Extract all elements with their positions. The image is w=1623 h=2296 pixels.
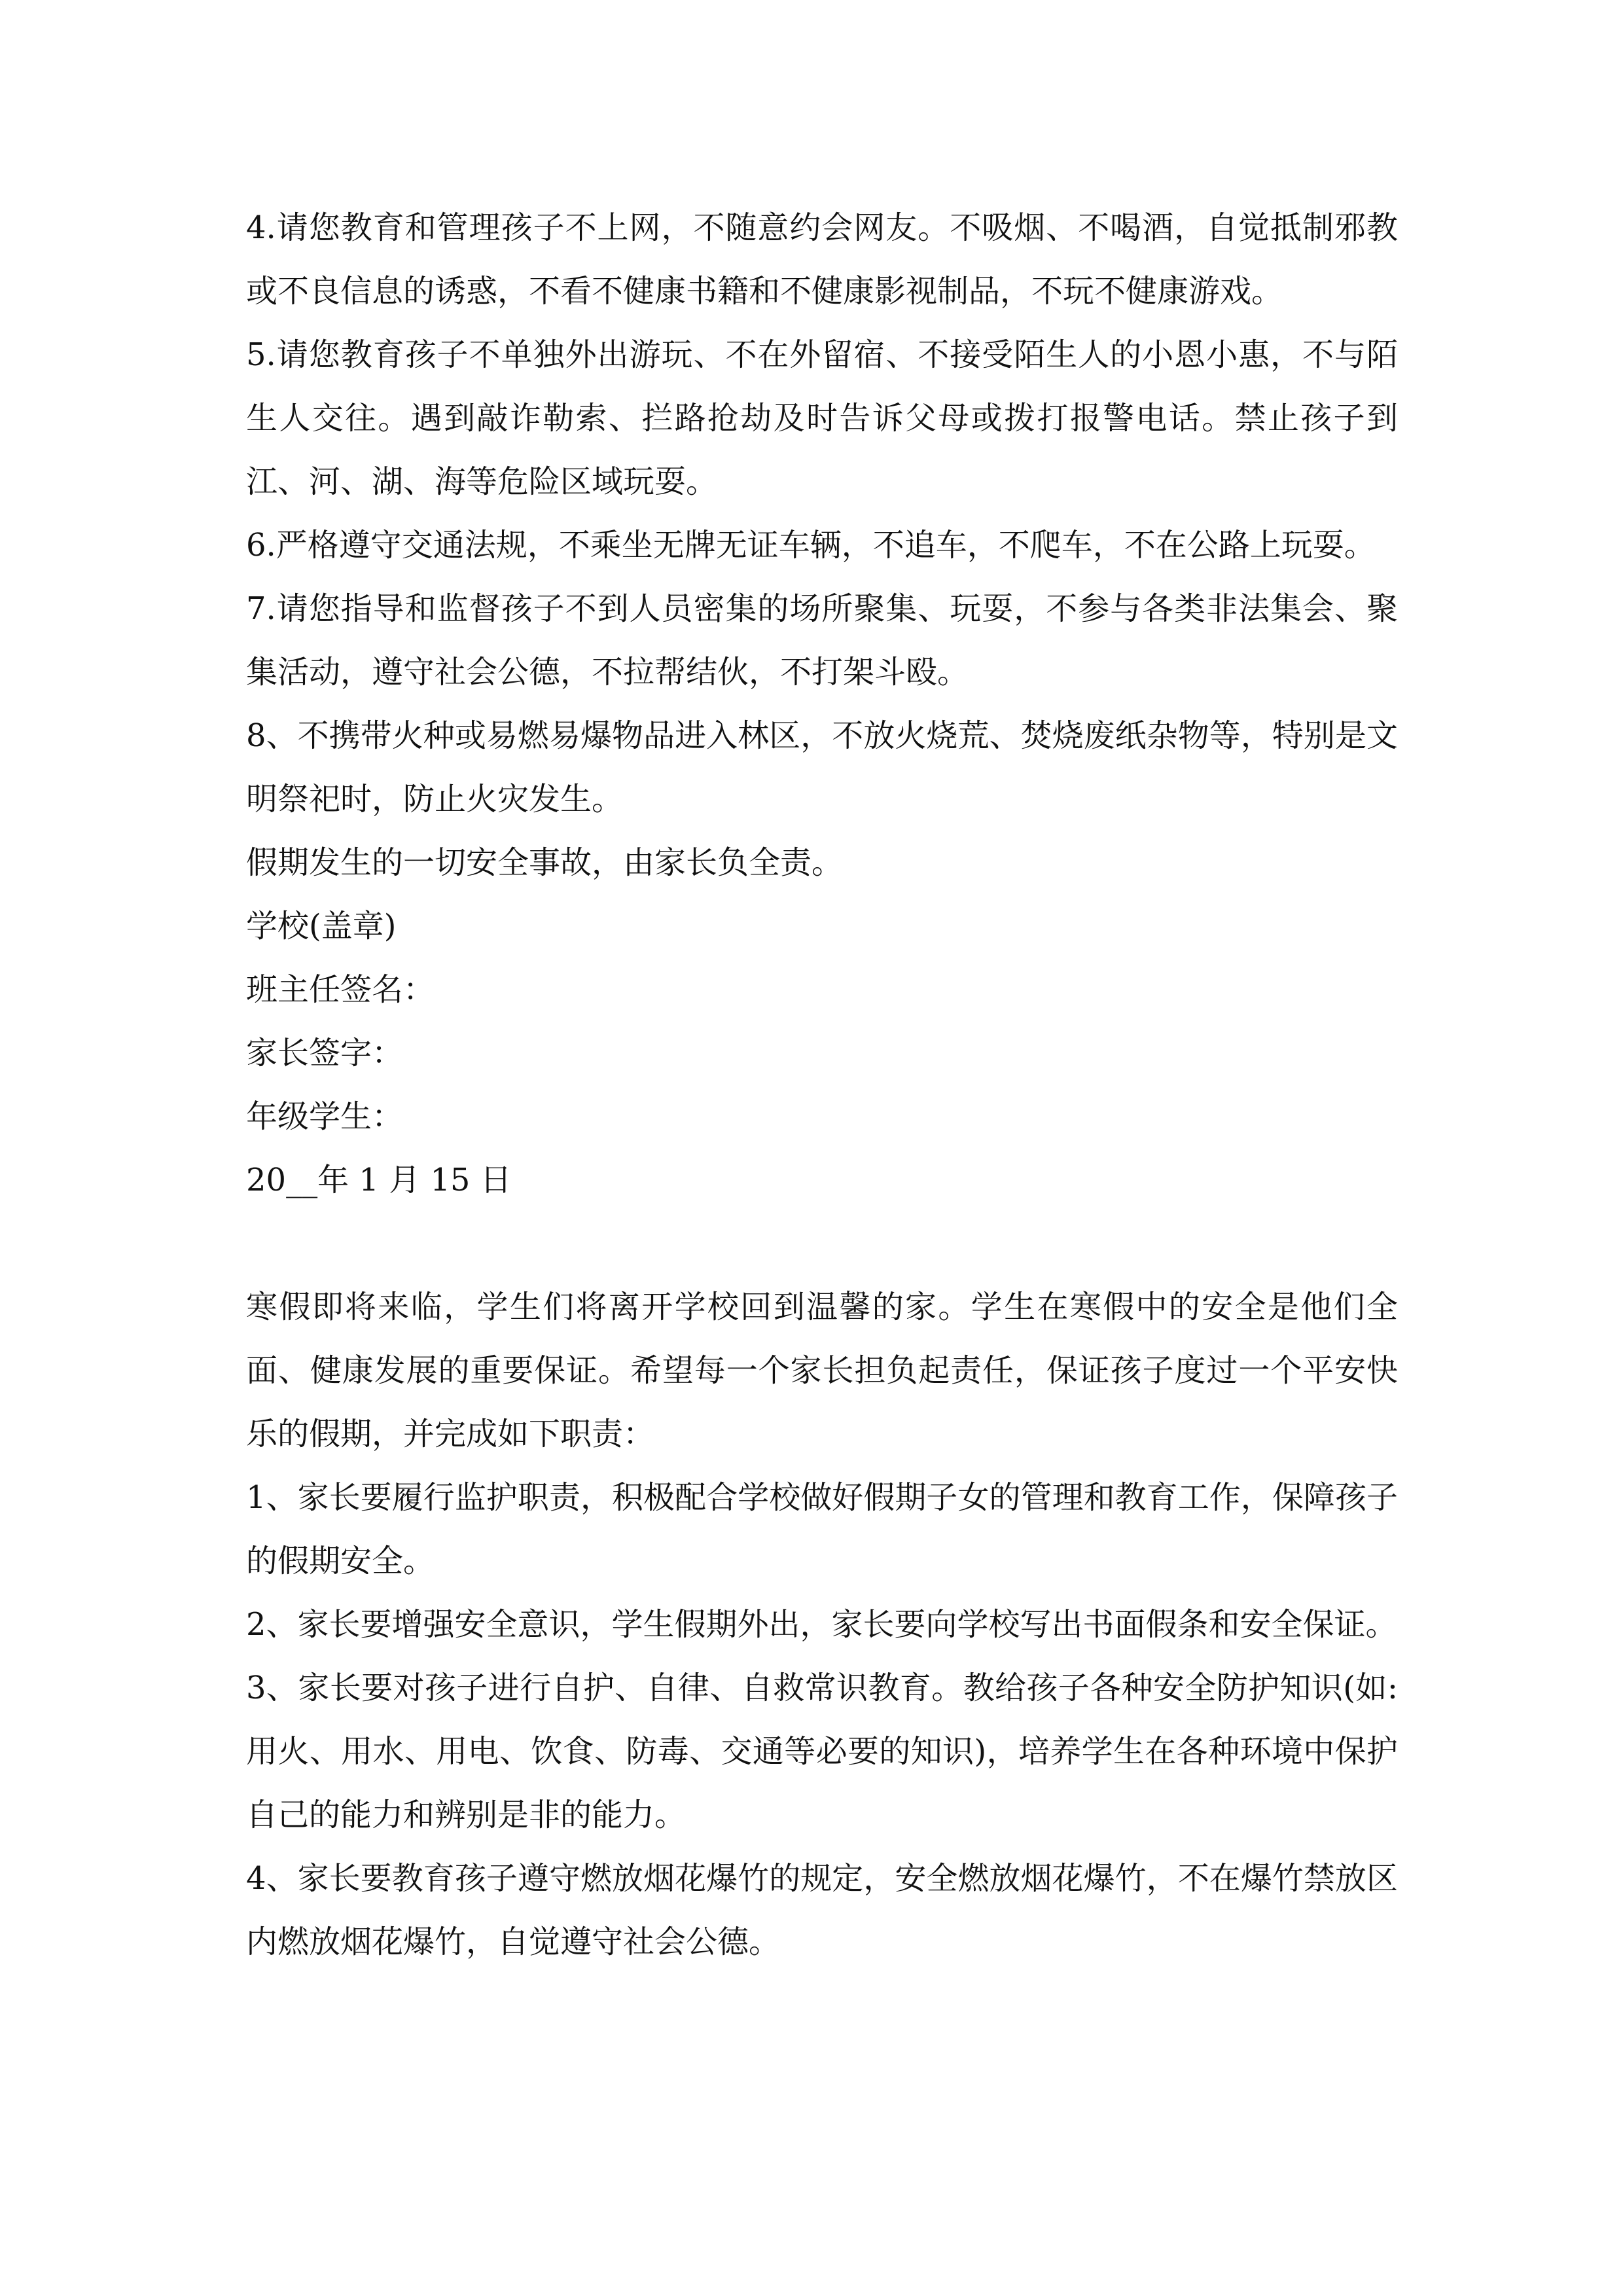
parent-signature-line: 家长签字： <box>246 1035 404 1071</box>
rule-item-6: 6.严格遵守交通法规，不乘坐无牌无证车辆，不追车，不爬车，不在公路上玩耍。 <box>246 527 1376 564</box>
document-body <box>246 196 1398 1974</box>
date-line: 20__年 1 月 15 日 <box>246 1162 512 1198</box>
duty-item-3: 3、家长要对孩子进行自护、自律、自救常识教育。教给孩子各种安全防护知识(如:用火、用水、用电、饮食、防毒、交通等必要的知识)，培养学生在各种环境中保护自己的能力和辨别是非的能力。 <box>246 1670 1398 1833</box>
duty-item-4: 4、家长要教育孩子遵守燃放烟花爆竹的规定，安全燃放烟花爆竹，不在爆竹禁放区内燃放烟花爆竹，自觉遵守社会公德。 <box>246 1860 1398 1960</box>
school-stamp-line: 学校(盖章) <box>246 908 397 944</box>
rule-item-4: 4.请您教育和管理孩子不上网，不随意约会网友。不吸烟、不喝酒，自觉抵制邪教或不良信息的诱惑，不看不健康书籍和不健康影视制品，不玩不健康游戏。 <box>246 209 1398 310</box>
liability-statement: 假期发生的一切安全事故，由家长负全责。 <box>246 844 844 881</box>
duty-item-1: 1、家长要履行监护职责，积极配合学校做好假期子女的管理和教育工作，保障孩子的假期安全。 <box>246 1479 1398 1579</box>
intro-paragraph: 寒假即将来临，学生们将离开学校回到温馨的家。学生在寒假中的安全是他们全面、健康发展的重要保证。希望每一个家长担负起责任，保证孩子度过一个平安快乐的假期，并完成如下职责： <box>246 1289 1398 1452</box>
rule-item-7: 7.请您指导和监督孩子不到人员密集的场所聚集、玩耍，不参与各类非法集会、聚集活动，遵守社会公德，不拉帮结伙，不打架斗殴。 <box>246 590 1398 691</box>
grade-student-line: 年级学生： <box>246 1098 404 1135</box>
rule-item-8: 8、不携带火种或易燃易爆物品进入林区，不放火烧荒、焚烧废纸杂物等，特别是文明祭祀时，防止火灾发生。 <box>246 717 1398 817</box>
duty-item-2: 2、家长要增强安全意识，学生假期外出，家长要向学校写出书面假条和安全保证。 <box>246 1606 1397 1643</box>
teacher-signature-line: 班主任签名： <box>246 971 435 1008</box>
section-divider-space <box>246 1212 1398 1276</box>
rule-item-5: 5.请您教育孩子不单独外出游玩、不在外留宿、不接受陌生人的小恩小惠，不与陌生人交往。遇到敲诈勒索、拦路抢劫及时告诉父母或拨打报警电话。禁止孩子到江、河、湖、海等危险区域玩耍。 <box>246 336 1398 500</box>
